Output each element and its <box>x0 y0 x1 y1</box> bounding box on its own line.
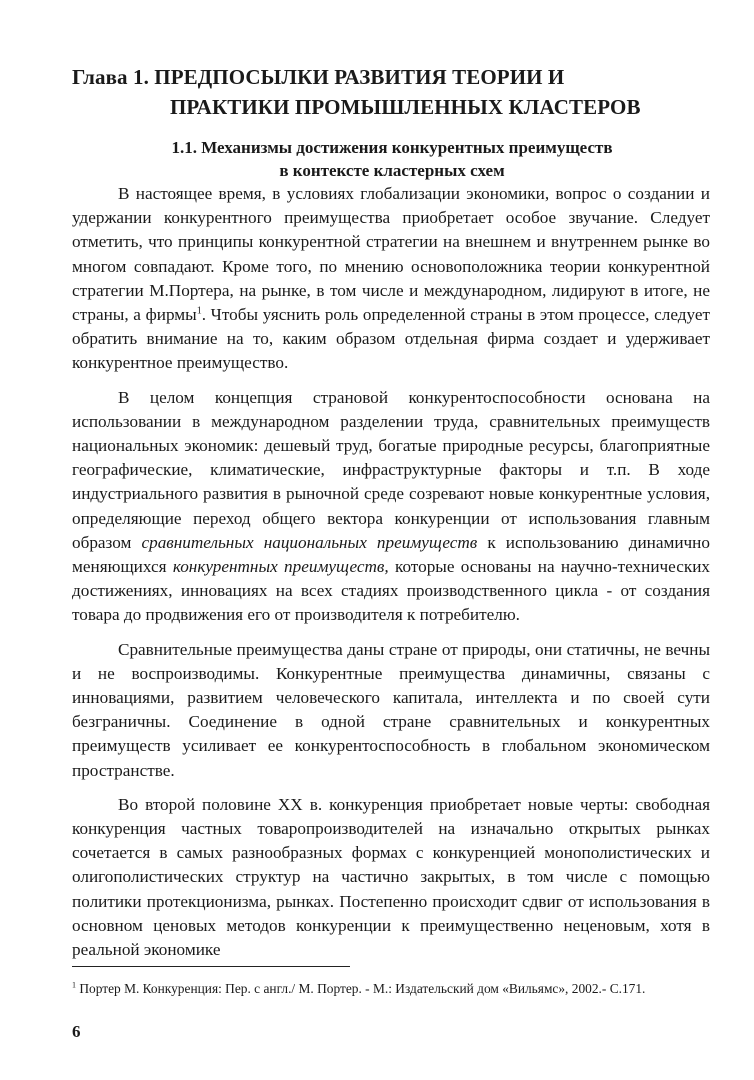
chapter-title <box>72 62 712 122</box>
paragraph-2-emphasis-2: конкурентных преимуществ, <box>172 557 389 577</box>
chapter-title-line-2: ПРАКТИКИ ПРОМЫШЛЕННЫХ КЛАСТЕРОВ <box>170 95 641 119</box>
paragraph-2 <box>72 386 710 628</box>
section-title <box>72 136 712 182</box>
section-title-line-1: 1.1. Механизмы достижения конкурентных преимуществ <box>171 138 613 157</box>
section-title-line-2: в контексте кластерных схем <box>279 161 505 180</box>
footnote-divider <box>72 966 350 967</box>
paragraph-2-part-b: к использованию динамично меняющихся <box>72 532 710 577</box>
paragraph-2-part-a: В целом концепция страновой конкурентоспособности основана на использовании в международном разделении труда, сравнительных преимуществ национальных экономик: дешевый труд, богатые природные ресурсы, благоприятные географические, климатические, инфраструктурные факторы и т.п. В ходе индустриального развития в рыночной среде созревают новые конкурентные условия, определяющие переход общего вектора конкуренции от использования главным образом <box>72 387 710 552</box>
footnote-reference: 1 <box>196 305 202 317</box>
chapter-title-line-1: Глава 1. ПРЕДПОСЫЛКИ РАЗВИТИЯ ТЕОРИИ И <box>72 65 565 89</box>
paragraph-3: Сравнительные преимущества даны стране от природы, они статичны, не вечны и не воспроизводимы. Конкурентные преимущества динамичны, связаны с инновациями, развитием человеческого капитала, интеллекта и по своей сути безграничны. Соединение в одной стране сравнительных и конкурентных преимуществ усиливает ее конкурентоспособность в глобальном экономическом пространстве. <box>72 639 710 780</box>
paragraph-4: Во второй половине XX в. конкуренция приобретает новые черты: свободная конкуренция частных товаропроизводителей на изначально открытых рынках сочетается в самых разнообразных формах с конкуренцией монополистических и олигополистических структур на частично закрытых, в том числе с помощью политики протекционизма, рынках. Постепенно происходит сдвиг от использования в основном ценовых методов конкуренции к преимущественно неценовым, хотя в реальной экономике <box>72 794 710 960</box>
body-text <box>72 182 710 972</box>
paragraph-2-part-c: которые основаны на научно-технических достижениях, инновациях на всех стадиях производственного цикла - от создания товара до продвижения его от производителя к потребителю. <box>72 557 711 625</box>
paragraph-2-emphasis-1: сравнительных национальных преимуществ <box>141 532 478 552</box>
paragraph-1-tail: . Чтобы уяснить роль определенной страны в этом процессе, следует обратить внимание на то, каким образом отдельная фирма создает и удерживает конкурентное преимущество. <box>72 305 710 373</box>
footnote <box>72 980 710 998</box>
page-number: 6 <box>72 1022 81 1041</box>
footnote-text: Портер М. Конкуренция: Пер. с англ./ М. Портер. - М.: Издательский дом «Вильямс», 2002.- С.171. <box>76 981 646 996</box>
paragraph-1 <box>72 182 710 376</box>
footnote-marker: 1 <box>72 980 76 990</box>
paragraph-1-text: В настоящее время, в условиях глобализации экономики, вопрос о создании и удержании конкурентного преимущества приобретает особое звучание. Следует отметить, что принципы конкурентной стратегии на внешнем и внутреннем рынке во многом совпадают. Кроме того, по мнению основоположника теории конкурентной стратегии М.Портера, на рынке, в том числе и международном, лидируют в итоге, не страны, а фирмы <box>72 184 710 325</box>
